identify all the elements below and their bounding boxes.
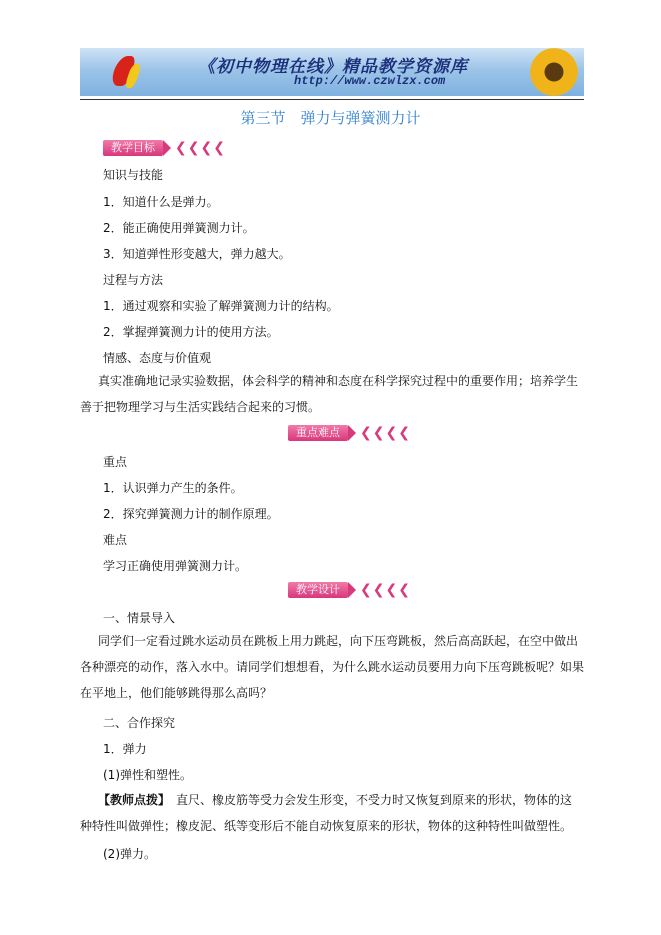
section-header-goals — [103, 139, 226, 157]
paragraph: 同学们一定看过跳水运动员在跳板上用力跳起，向下压弯跳板，然后高高跃起，在空中做出各种漂亮的动作，落入水中。请同学们想想看，为什么跳水运动员要用力向下压弯跳板呢？如果在平地上，他们能够跳得那么高吗？ — [80, 634, 585, 700]
list-item: 1．认识弹力产生的条件。 — [103, 481, 243, 495]
section-header-design — [288, 581, 411, 599]
chevron-left-icon: ❮❮❮❮ — [360, 582, 411, 598]
list-item: 2．能正确使用弹簧测力计。 — [103, 221, 255, 235]
chevron-left-icon: ❮❮❮❮ — [175, 140, 226, 156]
subheading: 过程与方法 — [103, 273, 164, 287]
section-header-keypoints — [288, 424, 411, 442]
list-item: 2．探究弹簧测力计的制作原理。 — [103, 507, 279, 521]
subheading: 重点 — [103, 455, 128, 469]
banner-url: http://www.czwlzx.com — [294, 74, 446, 88]
header-banner — [80, 48, 584, 96]
list-item: 3．知道弹性形变越大，弹力越大。 — [103, 247, 291, 261]
sunflower-image — [514, 48, 584, 96]
section-label: 重点难点 — [288, 425, 348, 441]
section-label: 教学目标 — [103, 140, 163, 156]
list-item: 2．掌握弹簧测力计的使用方法。 — [103, 325, 279, 339]
subheading: 情感、态度与价值观 — [103, 351, 212, 365]
teacher-tip-label: 【教师点拨】 — [98, 793, 165, 807]
teacher-tip-text: 直尺、橡皮筋等受力会发生形变，不受力时又恢复到原来的形状，物体的这种特性叫做弹性；橡皮泥、纸等变形后不能自动恢复原来的形状，物体的这种特性叫做塑性。 — [80, 793, 573, 833]
list-item: 1．弹力 — [103, 742, 147, 756]
chevron-left-icon: ❮❮❮❮ — [360, 425, 411, 441]
banner-title: 《初中物理在线》精品教学资源库 — [198, 57, 468, 77]
paragraph: 真实准确地记录实验数据，体会科学的精神和态度在科学探究过程中的重要作用；培养学生善于把物理学习与生活实践结合起来的习惯。 — [80, 374, 579, 414]
subheading: 难点 — [103, 533, 128, 547]
page-title: 第三节 弹力与弹簧测力计 — [240, 109, 421, 127]
subheading: 知识与技能 — [103, 168, 164, 182]
section-label: 教学设计 — [288, 582, 348, 598]
list-item: 1．知道什么是弹力。 — [103, 195, 219, 209]
subheading: 二、合作探究 — [103, 716, 176, 730]
list-item: (1)弹性和塑性。 — [103, 768, 192, 782]
header-rule — [80, 99, 584, 100]
list-item: (2)弹力。 — [103, 847, 156, 861]
subheading: 一、情景导入 — [103, 611, 176, 625]
list-item: 1．通过观察和实验了解弹簧测力计的结构。 — [103, 299, 339, 313]
list-item: 学习正确使用弹簧测力计。 — [103, 559, 248, 573]
teacher-tip-paragraph — [80, 787, 584, 839]
